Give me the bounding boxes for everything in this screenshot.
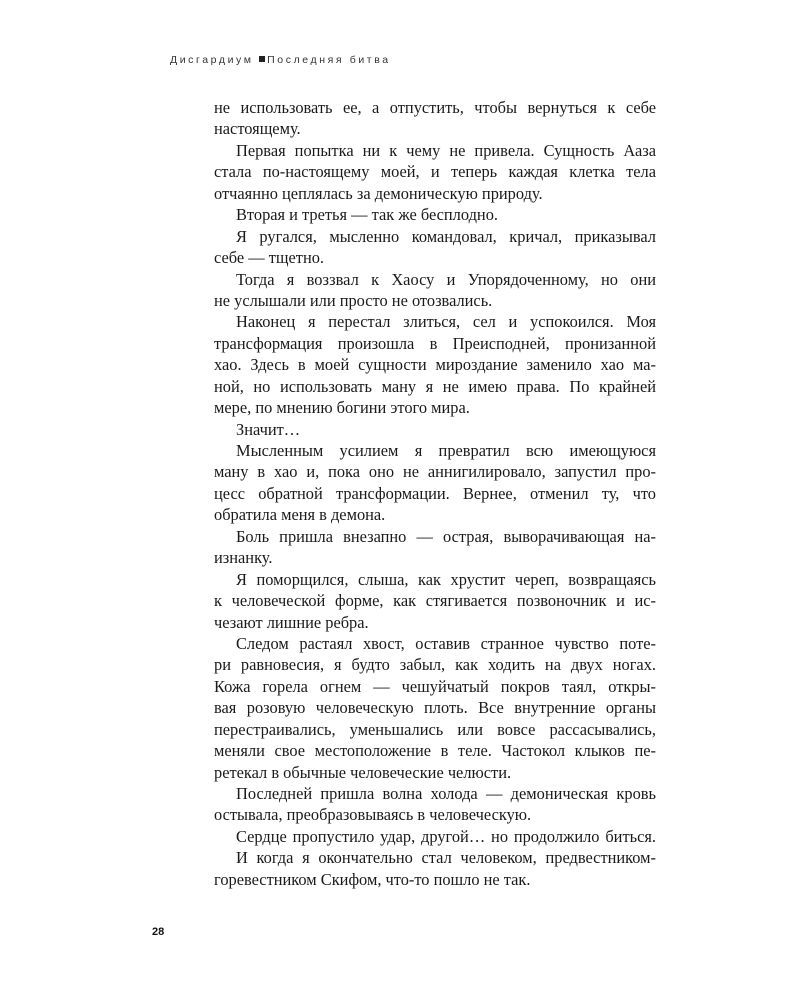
- text-line: обратила меня в демона.: [214, 505, 386, 525]
- text-line: Значит…: [236, 419, 301, 439]
- text-line: меняли свое местоположение в теле. Частокол клыков пе-: [214, 741, 656, 761]
- text-line: цесс обратной трансформации. Вернее, отменил ту, что: [214, 483, 656, 503]
- text-line: себе — тщетно.: [214, 248, 325, 268]
- text-line: к человеческой форме, как стягивается позвоночник и ис-: [214, 591, 656, 611]
- text-line: стала по-настоящему моей, и теперь каждая клетка тела: [214, 162, 656, 182]
- text-line: Я ругался, мысленно командовал, кричал, приказывал: [236, 226, 656, 246]
- book-title: Дисгардиум: [170, 54, 254, 66]
- chapter-title: Последняя битва: [267, 54, 391, 66]
- text-line: вая розовую человеческую плоть. Все внутренние органы: [214, 698, 656, 718]
- text-line: Боль пришла внезапно — острая, выворачивающая на-: [236, 526, 656, 546]
- text-line: Наконец я перестал злиться, сел и успокоился. Моя: [236, 312, 656, 332]
- text-line: перестраивались, уменьшались или вовсе рассасывались,: [214, 719, 656, 739]
- header-separator-square: [259, 56, 265, 62]
- text-line: Тогда я воззвал к Хаосу и Упорядоченному, но они: [236, 269, 656, 289]
- page-body-text: [214, 97, 656, 890]
- text-line: чезают лишние ребра.: [214, 612, 369, 632]
- text-line: Мысленным усилием я превратил всю имеющуюся: [236, 441, 656, 460]
- text-line: ретекал в обычные человеческие челюсти.: [214, 762, 512, 782]
- text-line: ной, но использовать ману я не имею права. По крайней: [214, 376, 656, 396]
- text-line: остывала, преобразовываясь в человеческую.: [214, 805, 532, 825]
- text-line: Первая попытка ни к чему не привела. Сущность Ааза: [236, 140, 656, 160]
- text-line: Я поморщился, слыша, как хрустит череп, возвращаясь: [236, 569, 656, 589]
- text-line: горевестником Скифом, что-то пошло не так.: [214, 869, 531, 889]
- text-line: Кожа горела огнем — чешуйчатый покров таял, откры-: [214, 676, 656, 696]
- text-line: ману в хао и, пока оно не аннигилировало, запустил про-: [214, 462, 656, 482]
- text-line: Сердце пропустило удар, другой… но продолжило биться.: [236, 826, 656, 846]
- text-line: настоящему.: [214, 119, 301, 139]
- text-line: трансформация произошла в Преисподней, пронизанной: [214, 333, 656, 353]
- text-line: мере, по мнению богини этого мира.: [214, 398, 470, 418]
- page-number: 28: [152, 926, 165, 938]
- text-line: не использовать ее, а отпустить, чтобы вернуться к себе: [214, 98, 656, 117]
- text-line: Следом растаял хвост, оставив странное чувство поте-: [236, 633, 656, 653]
- text-line: И когда я окончательно стал человеком, предвестником-: [236, 848, 656, 868]
- text-line: хао. Здесь в моей сущности мироздание заменило хао ма-: [214, 355, 656, 375]
- text-line: изнанку.: [214, 548, 273, 568]
- text-line: Последней пришла волна холода — демоническая кровь: [236, 784, 656, 803]
- text-line: ри равновесия, я будто забыл, как ходить на двух ногах.: [214, 655, 656, 675]
- text-line: Вторая и третья — так же бесплодно.: [236, 205, 498, 225]
- running-header: [170, 54, 391, 66]
- text-line: не услышали или просто не отозвались.: [214, 290, 493, 310]
- text-line: отчаянно цеплялась за демоническую природу.: [214, 183, 543, 203]
